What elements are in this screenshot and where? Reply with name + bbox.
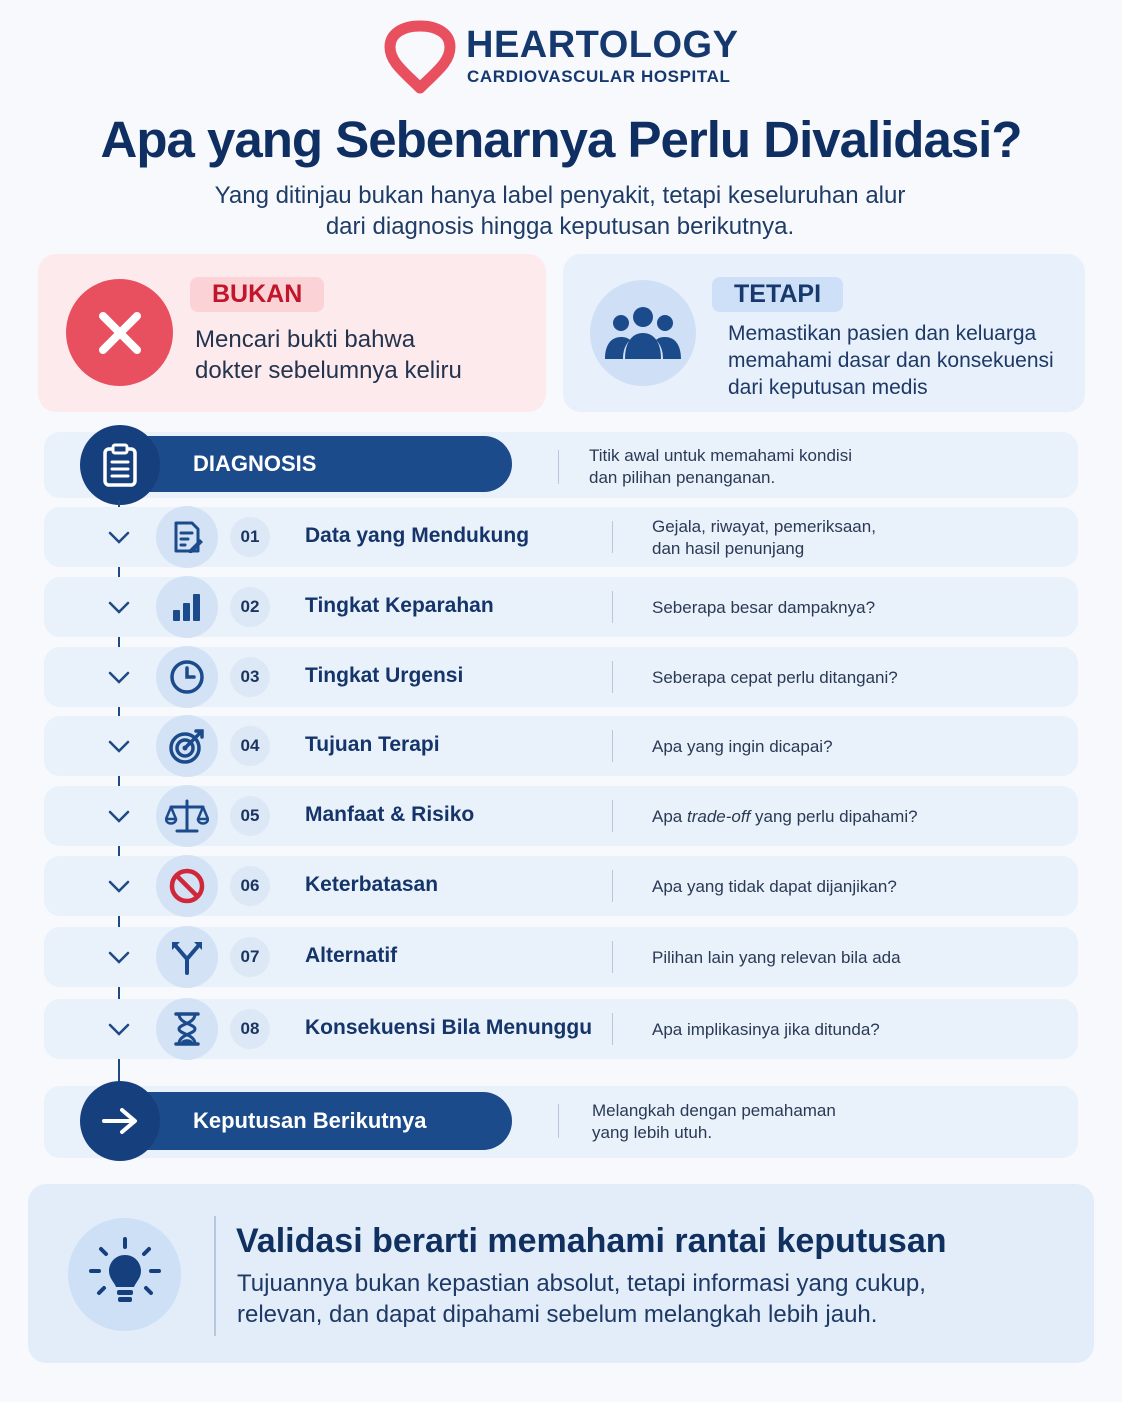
subtitle-line: dari diagnosis hingga keputusan berikutnya. bbox=[325, 213, 795, 240]
prohibited-icon bbox=[156, 855, 218, 917]
step-description: Apa yang tidak dapat dijanjikan? bbox=[652, 877, 897, 896]
diagnosis-pill bbox=[120, 436, 512, 492]
footer-text bbox=[237, 1268, 997, 1330]
hourglass-icon bbox=[156, 998, 218, 1060]
brand-name: HEARTOLOGY bbox=[466, 24, 739, 66]
brand-subtitle: CARDIOVASCULAR HOSPITAL bbox=[467, 67, 731, 86]
scale-icon bbox=[156, 785, 218, 847]
target-icon bbox=[156, 715, 218, 777]
footer-line: relevan, dan dapat dipahami sebelum melangkah lebih jauh. bbox=[237, 1301, 878, 1328]
tetapi-line: dari keputusan medis bbox=[728, 376, 928, 399]
close-icon bbox=[66, 279, 173, 386]
step-number: 04 bbox=[230, 726, 270, 766]
lightbulb-icon bbox=[68, 1218, 181, 1331]
fork-arrows-icon bbox=[156, 926, 218, 988]
step-title: Manfaat & Risiko bbox=[305, 803, 475, 826]
note-line: Melangkah dengan pemahaman bbox=[592, 1101, 836, 1120]
bukan-tag: BUKAN bbox=[190, 277, 324, 312]
desc-part: Apa bbox=[652, 807, 687, 826]
step-description bbox=[652, 806, 918, 828]
desc-emphasis: trade-off bbox=[686, 807, 751, 826]
arrow-down-icon bbox=[108, 531, 130, 545]
people-group-icon bbox=[590, 280, 696, 386]
step-title: Data yang Mendukung bbox=[305, 524, 530, 547]
step-number: 06 bbox=[230, 866, 270, 906]
divider bbox=[214, 1216, 216, 1336]
divider bbox=[612, 870, 613, 902]
arrow-down-icon bbox=[108, 951, 130, 965]
arrow-down-icon bbox=[108, 601, 130, 615]
desc-line: Gejala, riwayat, pemeriksaan, bbox=[652, 517, 876, 536]
step-number: 01 bbox=[230, 517, 270, 557]
step-title: Tujuan Terapi bbox=[305, 733, 440, 756]
step-number: 07 bbox=[230, 937, 270, 977]
step-number: 05 bbox=[230, 796, 270, 836]
step-description: Seberapa besar dampaknya? bbox=[652, 598, 876, 617]
page-title: Apa yang Sebenarnya Perlu Divalidasi? bbox=[100, 111, 1022, 168]
arrow-down-icon bbox=[108, 740, 130, 754]
bukan-text bbox=[195, 324, 525, 386]
diagnosis-label: DIAGNOSIS bbox=[193, 451, 317, 476]
diagnosis-note bbox=[589, 445, 852, 489]
step-title: Tingkat Keparahan bbox=[305, 594, 494, 617]
step-number: 08 bbox=[230, 1009, 270, 1049]
divider bbox=[612, 730, 613, 762]
divider bbox=[612, 941, 613, 973]
clock-icon bbox=[156, 646, 218, 708]
arrow-down-icon bbox=[108, 880, 130, 894]
tetapi-tag: TETAPI bbox=[712, 277, 843, 312]
tetapi-line: memahami dasar dan konsekuensi bbox=[728, 349, 1054, 372]
divider bbox=[612, 521, 613, 553]
note-line: dan pilihan penanganan. bbox=[589, 468, 776, 487]
desc-line: dan hasil penunjang bbox=[652, 539, 805, 558]
heart-logo-icon bbox=[384, 20, 456, 94]
divider bbox=[558, 1104, 559, 1138]
step-title: Keterbatasan bbox=[305, 873, 439, 896]
desc-part: yang perlu dipahami? bbox=[750, 807, 918, 826]
tetapi-line: Memastikan pasien dan keluarga bbox=[728, 322, 1037, 345]
divider bbox=[612, 800, 613, 832]
next-decision-note bbox=[592, 1100, 836, 1144]
arrow-down-icon bbox=[108, 810, 130, 824]
note-line: Titik awal untuk memahami kondisi bbox=[589, 446, 852, 465]
step-title: Alternatif bbox=[305, 944, 398, 967]
step-description: Apa implikasinya jika ditunda? bbox=[652, 1020, 880, 1039]
next-decision-label: Keputusan Berikutnya bbox=[193, 1108, 427, 1133]
arrow-down-icon bbox=[108, 1023, 130, 1037]
step-description bbox=[652, 516, 876, 560]
divider bbox=[612, 591, 613, 623]
step-description: Pilihan lain yang relevan bila ada bbox=[652, 948, 901, 967]
bukan-line: Mencari bukti bahwa bbox=[195, 326, 416, 353]
document-edit-icon bbox=[156, 506, 218, 568]
page-subtitle bbox=[160, 180, 960, 242]
next-decision-pill bbox=[120, 1092, 512, 1150]
step-title: Konsekuensi Bila Menunggu bbox=[305, 1016, 593, 1039]
bukan-line: dokter sebelumnya keliru bbox=[195, 357, 462, 384]
divider bbox=[612, 661, 613, 693]
step-description: Seberapa cepat perlu ditangani? bbox=[652, 668, 898, 687]
step-number: 02 bbox=[230, 587, 270, 627]
arrow-right-icon bbox=[80, 1081, 160, 1161]
clipboard-icon bbox=[80, 425, 160, 505]
step-description: Apa yang ingin dicapai? bbox=[652, 737, 833, 756]
step-number: 03 bbox=[230, 657, 270, 697]
tetapi-text bbox=[728, 320, 1078, 401]
footer-line: Tujuannya bukan kepastian absolut, tetapi informasi yang cukup, bbox=[237, 1270, 926, 1297]
divider bbox=[612, 1013, 613, 1045]
step-title: Tingkat Urgensi bbox=[305, 664, 464, 687]
divider bbox=[558, 450, 559, 484]
subtitle-line: Yang ditinjau bukan hanya label penyakit, tetapi keseluruhan alur bbox=[214, 182, 906, 209]
note-line: yang lebih utuh. bbox=[592, 1123, 713, 1142]
bar-chart-icon bbox=[156, 576, 218, 638]
footer-title: Validasi berarti memahami rantai keputusan bbox=[236, 1222, 947, 1260]
arrow-down-icon bbox=[108, 671, 130, 685]
